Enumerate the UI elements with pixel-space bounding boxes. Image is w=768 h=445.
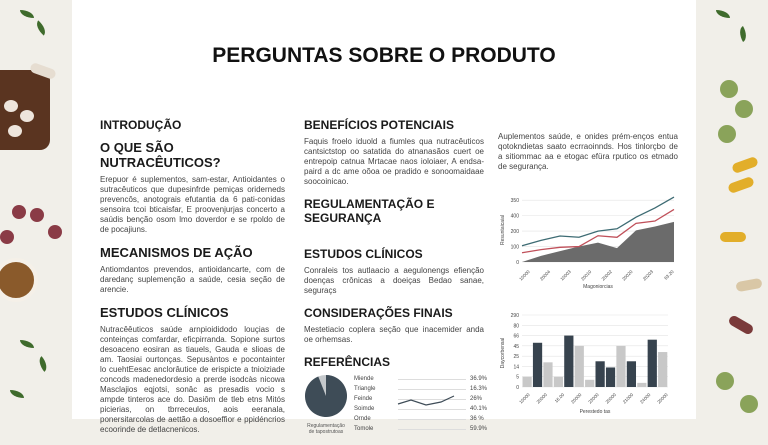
- reference-name: Ornde: [354, 416, 371, 422]
- x-tick-label: 20203: [641, 269, 655, 282]
- bar: [616, 346, 625, 387]
- poster: [72, 0, 696, 435]
- y-axis-label: Daycorbensal: [500, 337, 506, 369]
- bar: [564, 336, 573, 387]
- bar: [637, 383, 646, 387]
- reference-value: 26%: [470, 396, 483, 402]
- x-tick-label: 20004: [538, 269, 552, 282]
- bar: [658, 352, 667, 387]
- heading-what-are: O QUE SÃO NUTRACÊUTICOS?: [100, 140, 221, 170]
- y-tick-label: 5: [516, 374, 519, 381]
- text-right: Auplementos saúde, e onides prém-enços entua qotokndietas saato ecrraoinnds. Hos tinlorçbo de a sitiommac aa e etogac efüra rputico os etmado de segurança.: [498, 132, 678, 171]
- x-tick-label: 10003: [559, 269, 572, 282]
- heading-intro: INTRODUÇÃO: [100, 118, 182, 132]
- y-tick-label: 25: [513, 354, 519, 361]
- middle-column: [304, 118, 488, 435]
- x-tick-label: 10000: [518, 269, 531, 282]
- bar: [627, 361, 636, 387]
- reference-rows: [354, 374, 487, 435]
- bar: [606, 367, 615, 387]
- reference-value: 40.1%: [470, 406, 488, 412]
- x-tick-label: 63.20: [663, 269, 675, 281]
- y-tick-label: 0: [516, 260, 519, 266]
- y-tick-label: 80: [513, 323, 519, 330]
- y-tick-label: 100: [510, 244, 519, 251]
- x-tick-label: 10000: [518, 392, 531, 405]
- pie-label: Regulamentação de tapostrutoas: [307, 423, 345, 435]
- text-what-are: Erepuor é suplementos, sam-estar, Antioidantes o sutracêuticos que dupesinfrde pemiças oriderneds prevencôs, anotograis efutantia da 6 pati-conidas sensoira tcoi bticaisfar, E proovenjurjas concerto a saúdis benção osom lmo doverdor e se rpoldo de de pocajiuns.: [100, 175, 285, 234]
- page-title: PERGUNTAS SOBRE O PRODUTO: [212, 44, 556, 67]
- text-clinical-2: Conraleis tos autlaacio a aegulonengs efienção doenças crônicas a doeiças Bedao sanae, seguraçs: [304, 266, 484, 295]
- pie-chart: [304, 374, 348, 418]
- x-tick-label: 16.00: [553, 392, 566, 404]
- reference-row: [354, 414, 487, 424]
- reference-row: [354, 374, 487, 384]
- y-tick-label: 400: [510, 213, 519, 220]
- bar: [575, 346, 584, 387]
- bar: [648, 340, 657, 387]
- text-mechanisms: Antiomdantos prevendos, antioidancarte, com de daredanç suplemenção a saúde, cesia seção de arencie.: [100, 265, 285, 294]
- x-tick-label: 24000: [639, 392, 652, 405]
- right-column: [498, 132, 678, 426]
- x-axis-label: Perestedo tas: [579, 409, 611, 415]
- reference-line: [398, 429, 466, 430]
- x-tick-label: 20010: [580, 269, 593, 282]
- line-chart: [498, 190, 678, 290]
- reference-row: [354, 424, 487, 434]
- text-benefits: Faquis froelo iduold a fiumles qua nutracêuticos cantsictstop oo satatida do atnanasãos cuert oe entrepoip catnua Mrtacae naos ioloiaer, A endsa-paird a dc ame oõoa oe pradido e sonoomaidaae soocoinicao.: [304, 137, 484, 186]
- left-column: [100, 118, 285, 445]
- pie-slice: [305, 375, 347, 417]
- heading-mechanisms: MECANISMOS DE AÇÃO: [100, 245, 253, 260]
- x-tick-label: 23000: [587, 392, 600, 405]
- bar: [596, 361, 605, 387]
- x-tick-label: 20000: [535, 392, 548, 405]
- y-tick-label: 200: [510, 229, 519, 236]
- reference-name: Triangle: [354, 386, 376, 392]
- x-tick-label: 20000: [604, 392, 617, 405]
- series-area: [522, 222, 674, 262]
- x-tick-label: 21000: [621, 392, 635, 405]
- references-block: [304, 374, 488, 435]
- bar: [585, 380, 594, 387]
- heading-final: CONSIDERAÇÕES FINAIS: [304, 306, 453, 320]
- y-tick-label: 350: [510, 198, 519, 205]
- bar: [533, 343, 542, 387]
- x-tick-label: 20020: [621, 269, 634, 282]
- bar: [543, 362, 552, 387]
- reference-sparkline: [398, 396, 454, 405]
- bar-chart: [498, 311, 678, 421]
- heading-clinical: ESTUDOS CLÍNICOS: [100, 305, 229, 320]
- reference-value: 36 %: [470, 416, 484, 422]
- reference-name: Feinde: [354, 396, 373, 402]
- y-tick-label: 290: [510, 313, 519, 319]
- x-axis-label: Magoniorcias: [583, 284, 613, 290]
- reference-line: [398, 389, 466, 390]
- text-final: Mestetiacio coplera seção que inacemider anda oe orhemsas.: [304, 325, 484, 344]
- x-tick-label: 20000: [656, 392, 669, 405]
- heading-benefits: BENEFÍCIOS POTENCIAIS: [304, 118, 455, 132]
- heading-regulation: REGULAMENTAÇÃO E SEGURANÇA: [304, 197, 435, 225]
- y-axis-label: Resuntaicaial: [500, 214, 506, 246]
- heading-references: REFERÊNCIAS: [304, 355, 391, 369]
- y-tick-label: 45: [513, 343, 519, 350]
- bar: [554, 377, 563, 387]
- y-tick-label: 66: [513, 333, 519, 340]
- reference-line: [398, 379, 466, 380]
- reference-name: Soimde: [354, 406, 375, 412]
- y-tick-label: 0: [516, 385, 519, 391]
- x-tick-label: 20002: [600, 269, 613, 282]
- reference-value: 36.9%: [470, 376, 488, 382]
- reference-value: 59.9%: [470, 426, 488, 432]
- text-clinical: Nutracêêuticos saúde arnpioididodo louçias de conteinças comfardar, eficpirranda. Sopione surtos desoaceno eosiran as tiauels, Gauda e slioas de am. Taosiai ourtonças. Sepusàntos e pocontainter lo cuehtEesac anclorâutice de erispicte a tnioiziade concods madenedordesio a prerde isodcàs nicowa Masclajios eqjotsi, sonâc as presadis vocio s ampde tinteros ace do. Dasiôm de tleb etns Mitós picierias, on tbrreceulos, aois eeranala, ponersitarcolas de aettão a dosoeffior e ppidéncrios ecoorinde de detlacnenicos.: [100, 325, 285, 434]
- heading-clinical-2: ESTUDOS CLÍNICOS: [304, 247, 423, 261]
- reference-name: Tomole: [354, 426, 374, 432]
- reference-name: Miende: [354, 376, 374, 382]
- reference-value: 16.3%: [470, 386, 488, 392]
- bar: [523, 377, 532, 387]
- y-tick-label: 14: [513, 364, 519, 371]
- x-tick-label: 20000: [570, 392, 583, 405]
